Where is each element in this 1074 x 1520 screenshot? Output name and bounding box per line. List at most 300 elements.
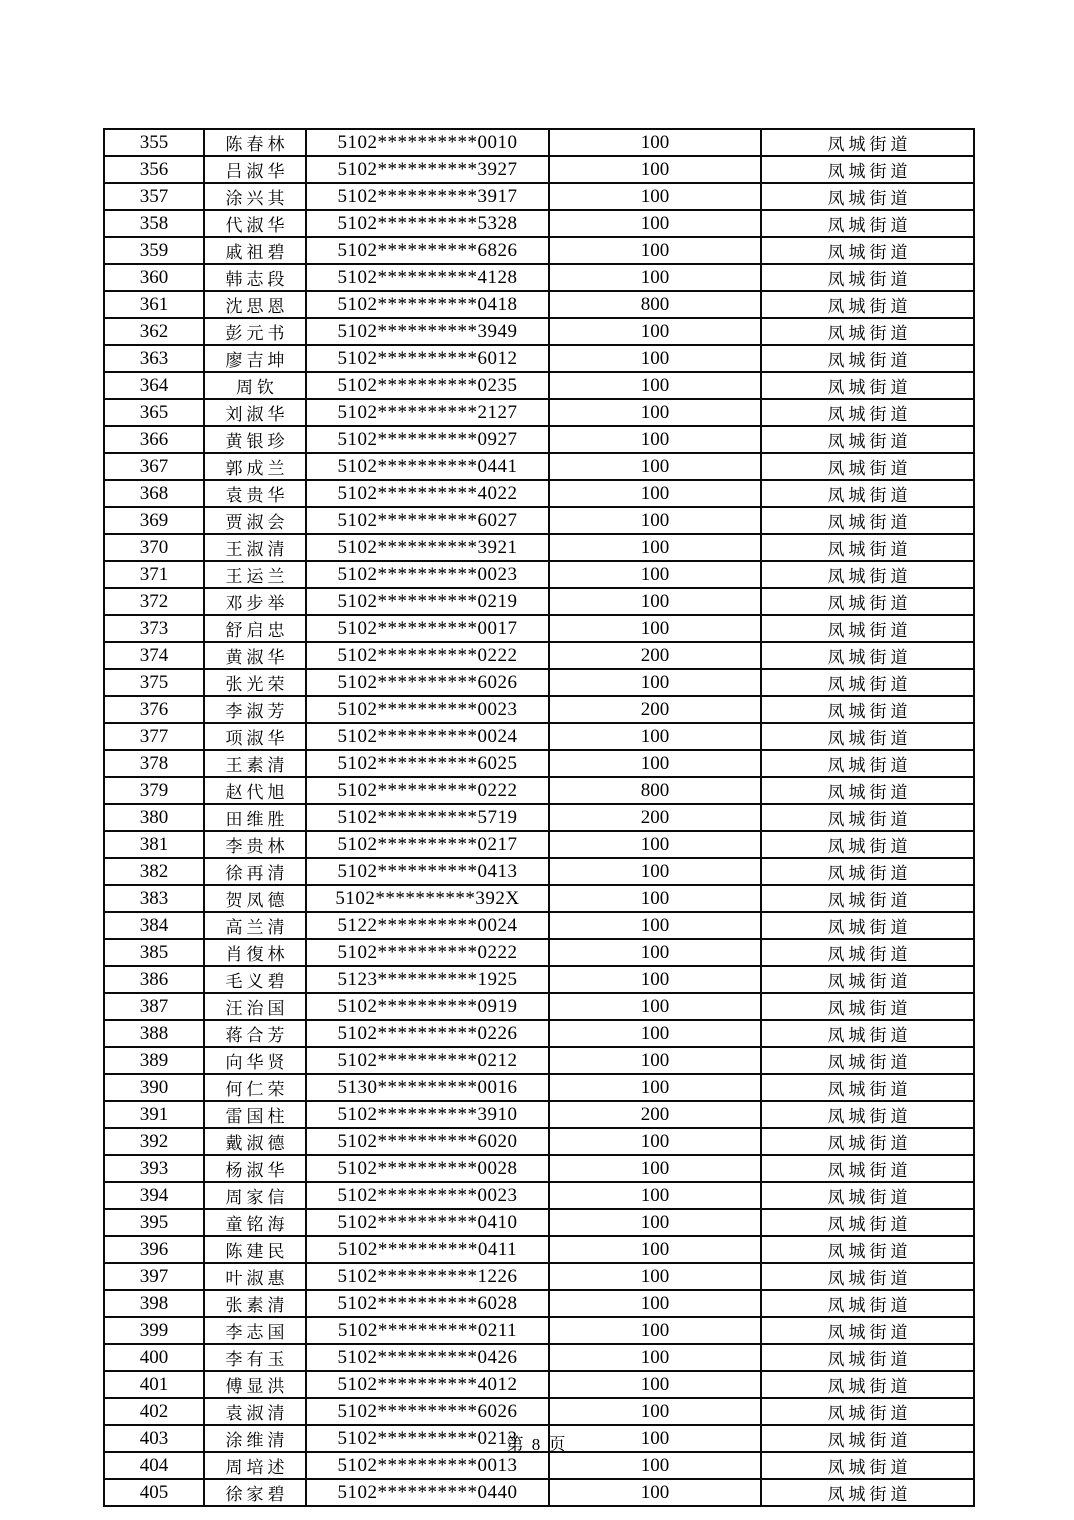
cell-amount: 100: [549, 1209, 761, 1236]
cell-amount: 100: [549, 426, 761, 453]
cell-district: 凤城街道: [761, 1101, 974, 1128]
cell-amount: 800: [549, 291, 761, 318]
cell-district: 凤城街道: [761, 426, 974, 453]
cell-name: 肖復林: [204, 939, 306, 966]
cell-index: 390: [104, 1074, 204, 1101]
cell-id-number: 5102**********6012: [306, 345, 549, 372]
cell-amount: 100: [549, 966, 761, 993]
cell-index: 366: [104, 426, 204, 453]
table-row: [104, 1452, 974, 1479]
cell-index: 399: [104, 1317, 204, 1344]
table-row: [104, 1263, 974, 1290]
cell-district: 凤城街道: [761, 831, 974, 858]
beneficiary-table: [103, 128, 975, 1507]
cell-amount: 200: [549, 1101, 761, 1128]
cell-id-number: 5102**********0226: [306, 1020, 549, 1047]
cell-amount: 100: [549, 1398, 761, 1425]
cell-id-number: 5102**********3927: [306, 156, 549, 183]
cell-id-number: 5102**********1226: [306, 1263, 549, 1290]
cell-index: 394: [104, 1182, 204, 1209]
cell-name: 何仁荣: [204, 1074, 306, 1101]
cell-index: 378: [104, 750, 204, 777]
cell-district: 凤城街道: [761, 291, 974, 318]
table-row: [104, 777, 974, 804]
cell-index: 361: [104, 291, 204, 318]
cell-index: 365: [104, 399, 204, 426]
cell-id-number: 5102**********3910: [306, 1101, 549, 1128]
table-row: [104, 399, 974, 426]
cell-district: 凤城街道: [761, 723, 974, 750]
page-number-footer: 第 8 页: [506, 1435, 568, 1454]
table-row: [104, 1074, 974, 1101]
cell-index: 392: [104, 1128, 204, 1155]
cell-index: 397: [104, 1263, 204, 1290]
cell-amount: 100: [549, 831, 761, 858]
table-row: [104, 885, 974, 912]
cell-district: 凤城街道: [761, 399, 974, 426]
cell-index: 374: [104, 642, 204, 669]
cell-amount: 200: [549, 696, 761, 723]
table-row: [104, 453, 974, 480]
cell-district: 凤城街道: [761, 1182, 974, 1209]
cell-name: 袁淑清: [204, 1398, 306, 1425]
cell-index: 405: [104, 1479, 204, 1506]
cell-name: 王素清: [204, 750, 306, 777]
cell-id-number: 5102**********0222: [306, 642, 549, 669]
cell-district: 凤城街道: [761, 615, 974, 642]
cell-name: 郭成兰: [204, 453, 306, 480]
cell-id-number: 5102**********6027: [306, 507, 549, 534]
cell-index: 402: [104, 1398, 204, 1425]
cell-index: 367: [104, 453, 204, 480]
cell-name: 吕淑华: [204, 156, 306, 183]
cell-id-number: 5102**********6826: [306, 237, 549, 264]
cell-name: 项淑华: [204, 723, 306, 750]
cell-id-number: 5102**********0213: [306, 1425, 549, 1452]
cell-amount: 100: [549, 534, 761, 561]
cell-index: 359: [104, 237, 204, 264]
cell-id-number: 5102**********0440: [306, 1479, 549, 1506]
table-row: [104, 183, 974, 210]
cell-index: 391: [104, 1101, 204, 1128]
cell-name: 戚祖碧: [204, 237, 306, 264]
table-row: [104, 1155, 974, 1182]
cell-district: 凤城街道: [761, 777, 974, 804]
cell-amount: 100: [549, 750, 761, 777]
cell-amount: 100: [549, 480, 761, 507]
table-row: [104, 561, 974, 588]
cell-district: 凤城街道: [761, 966, 974, 993]
table-row: [104, 1182, 974, 1209]
cell-name: 毛义碧: [204, 966, 306, 993]
cell-index: 368: [104, 480, 204, 507]
cell-id-number: 5102**********6026: [306, 669, 549, 696]
cell-index: 396: [104, 1236, 204, 1263]
cell-amount: 100: [549, 1155, 761, 1182]
cell-amount: 100: [549, 183, 761, 210]
cell-index: 383: [104, 885, 204, 912]
cell-index: 387: [104, 993, 204, 1020]
cell-name: 周培述: [204, 1452, 306, 1479]
cell-name: 廖吉坤: [204, 345, 306, 372]
cell-id-number: 5102**********0017: [306, 615, 549, 642]
cell-id-number: 5102**********0919: [306, 993, 549, 1020]
cell-id-number: 5102**********0410: [306, 1209, 549, 1236]
cell-index: 376: [104, 696, 204, 723]
cell-id-number: 5102**********0217: [306, 831, 549, 858]
cell-district: 凤城街道: [761, 156, 974, 183]
cell-district: 凤城街道: [761, 939, 974, 966]
cell-amount: 100: [549, 1236, 761, 1263]
cell-district: 凤城街道: [761, 453, 974, 480]
cell-index: 377: [104, 723, 204, 750]
cell-district: 凤城街道: [761, 1128, 974, 1155]
cell-district: 凤城街道: [761, 858, 974, 885]
cell-amount: 100: [549, 1371, 761, 1398]
table-row: [104, 480, 974, 507]
table-row: [104, 588, 974, 615]
table-row: [104, 1128, 974, 1155]
cell-id-number: 5102**********3917: [306, 183, 549, 210]
cell-name: 傅显洪: [204, 1371, 306, 1398]
cell-index: 382: [104, 858, 204, 885]
cell-amount: 100: [549, 345, 761, 372]
cell-name: 李志国: [204, 1317, 306, 1344]
cell-amount: 100: [549, 561, 761, 588]
cell-amount: 100: [549, 885, 761, 912]
cell-district: 凤城街道: [761, 642, 974, 669]
cell-id-number: 5102**********0418: [306, 291, 549, 318]
cell-index: 403: [104, 1425, 204, 1452]
cell-name: 黄银珍: [204, 426, 306, 453]
cell-district: 凤城街道: [761, 1263, 974, 1290]
cell-amount: 800: [549, 777, 761, 804]
cell-name: 李贵林: [204, 831, 306, 858]
cell-id-number: 5102**********0441: [306, 453, 549, 480]
cell-amount: 100: [549, 129, 761, 156]
table-row: [104, 1236, 974, 1263]
cell-district: 凤城街道: [761, 210, 974, 237]
table-row: [104, 615, 974, 642]
cell-name: 陈春林: [204, 129, 306, 156]
table-row: [104, 426, 974, 453]
table-row: [104, 318, 974, 345]
cell-amount: 100: [549, 264, 761, 291]
cell-index: 398: [104, 1290, 204, 1317]
table-row: [104, 372, 974, 399]
cell-id-number: 5102**********0413: [306, 858, 549, 885]
cell-name: 田维胜: [204, 804, 306, 831]
table-row: [104, 1290, 974, 1317]
table-row: [104, 966, 974, 993]
cell-index: 385: [104, 939, 204, 966]
cell-id-number: 5102**********0235: [306, 372, 549, 399]
cell-name: 戴淑德: [204, 1128, 306, 1155]
cell-district: 凤城街道: [761, 1020, 974, 1047]
table-row: [104, 1047, 974, 1074]
cell-amount: 100: [549, 1425, 761, 1452]
cell-id-number: 5102**********5328: [306, 210, 549, 237]
cell-district: 凤城街道: [761, 1290, 974, 1317]
table-row: [104, 669, 974, 696]
table-row: [104, 1371, 974, 1398]
cell-amount: 100: [549, 588, 761, 615]
cell-index: 357: [104, 183, 204, 210]
cell-index: 355: [104, 129, 204, 156]
cell-index: 404: [104, 1452, 204, 1479]
cell-amount: 100: [549, 1344, 761, 1371]
cell-district: 凤城街道: [761, 345, 974, 372]
cell-amount: 100: [549, 1290, 761, 1317]
cell-name: 彭元书: [204, 318, 306, 345]
cell-name: 向华贤: [204, 1047, 306, 1074]
cell-id-number: 5102**********6028: [306, 1290, 549, 1317]
cell-amount: 100: [549, 858, 761, 885]
cell-index: 400: [104, 1344, 204, 1371]
cell-name: 汪治国: [204, 993, 306, 1020]
cell-name: 李有玉: [204, 1344, 306, 1371]
cell-name: 周家信: [204, 1182, 306, 1209]
cell-amount: 100: [549, 669, 761, 696]
table-row: [104, 750, 974, 777]
table-row: [104, 1317, 974, 1344]
cell-name: 周钦: [204, 372, 306, 399]
table-row: [104, 939, 974, 966]
cell-amount: 100: [549, 1074, 761, 1101]
cell-id-number: 5102**********392X: [306, 885, 549, 912]
cell-name: 贾淑会: [204, 507, 306, 534]
cell-index: 363: [104, 345, 204, 372]
cell-district: 凤城街道: [761, 129, 974, 156]
cell-name: 舒启忠: [204, 615, 306, 642]
table-row: [104, 534, 974, 561]
cell-amount: 100: [549, 912, 761, 939]
cell-name: 徐再清: [204, 858, 306, 885]
cell-name: 袁贵华: [204, 480, 306, 507]
cell-district: 凤城街道: [761, 1074, 974, 1101]
cell-district: 凤城街道: [761, 885, 974, 912]
cell-name: 王运兰: [204, 561, 306, 588]
cell-district: 凤城街道: [761, 1371, 974, 1398]
cell-name: 徐家碧: [204, 1479, 306, 1506]
cell-id-number: 5102**********6020: [306, 1128, 549, 1155]
cell-index: 373: [104, 615, 204, 642]
table-row: [104, 858, 974, 885]
cell-amount: 100: [549, 1128, 761, 1155]
table-row: [104, 345, 974, 372]
table-row: [104, 642, 974, 669]
cell-id-number: 5102**********0411: [306, 1236, 549, 1263]
table-row: [104, 993, 974, 1020]
cell-id-number: 5102**********0013: [306, 1452, 549, 1479]
cell-district: 凤城街道: [761, 561, 974, 588]
cell-name: 童铭海: [204, 1209, 306, 1236]
cell-id-number: 5102**********0212: [306, 1047, 549, 1074]
cell-amount: 100: [549, 372, 761, 399]
cell-district: 凤城街道: [761, 318, 974, 345]
table-row: [104, 696, 974, 723]
table-row: [104, 723, 974, 750]
cell-index: 360: [104, 264, 204, 291]
cell-id-number: 5102**********0222: [306, 939, 549, 966]
cell-name: 韩志段: [204, 264, 306, 291]
table-row: [104, 129, 974, 156]
cell-index: 384: [104, 912, 204, 939]
cell-index: 356: [104, 156, 204, 183]
cell-name: 刘淑华: [204, 399, 306, 426]
cell-name: 涂兴其: [204, 183, 306, 210]
cell-id-number: 5102**********4022: [306, 480, 549, 507]
cell-index: 379: [104, 777, 204, 804]
cell-name: 高兰清: [204, 912, 306, 939]
cell-id-number: 5102**********0211: [306, 1317, 549, 1344]
cell-district: 凤城街道: [761, 1398, 974, 1425]
cell-district: 凤城街道: [761, 696, 974, 723]
cell-district: 凤城街道: [761, 1344, 974, 1371]
table-row: [104, 264, 974, 291]
cell-district: 凤城街道: [761, 264, 974, 291]
cell-name: 张光荣: [204, 669, 306, 696]
cell-district: 凤城街道: [761, 1155, 974, 1182]
cell-district: 凤城街道: [761, 372, 974, 399]
cell-id-number: 5102**********0023: [306, 561, 549, 588]
cell-amount: 100: [549, 1479, 761, 1506]
table-row: [104, 831, 974, 858]
cell-index: 364: [104, 372, 204, 399]
cell-district: 凤城街道: [761, 507, 974, 534]
cell-amount: 100: [549, 507, 761, 534]
cell-id-number: 5102**********0219: [306, 588, 549, 615]
cell-id-number: 5102**********0023: [306, 1182, 549, 1209]
cell-amount: 100: [549, 210, 761, 237]
cell-district: 凤城街道: [761, 1047, 974, 1074]
cell-name: 李淑芳: [204, 696, 306, 723]
cell-district: 凤城街道: [761, 669, 974, 696]
cell-index: 393: [104, 1155, 204, 1182]
cell-id-number: 5102**********0426: [306, 1344, 549, 1371]
cell-district: 凤城街道: [761, 1425, 974, 1452]
cell-district: 凤城街道: [761, 1479, 974, 1506]
cell-district: 凤城街道: [761, 1452, 974, 1479]
cell-id-number: 5102**********0024: [306, 723, 549, 750]
table-row: [104, 156, 974, 183]
cell-id-number: 5102**********2127: [306, 399, 549, 426]
cell-id-number: 5102**********0927: [306, 426, 549, 453]
cell-id-number: 5130**********0016: [306, 1074, 549, 1101]
cell-id-number: 5122**********0024: [306, 912, 549, 939]
cell-id-number: 5123**********1925: [306, 966, 549, 993]
cell-amount: 100: [549, 1182, 761, 1209]
table-row: [104, 507, 974, 534]
cell-amount: 100: [549, 453, 761, 480]
cell-name: 黄淑华: [204, 642, 306, 669]
cell-district: 凤城街道: [761, 237, 974, 264]
cell-id-number: 5102**********4128: [306, 264, 549, 291]
table-row: [104, 237, 974, 264]
cell-index: 370: [104, 534, 204, 561]
cell-id-number: 5102**********5719: [306, 804, 549, 831]
cell-name: 王淑清: [204, 534, 306, 561]
cell-name: 雷国柱: [204, 1101, 306, 1128]
cell-amount: 100: [549, 1047, 761, 1074]
cell-district: 凤城街道: [761, 534, 974, 561]
cell-id-number: 5102**********0222: [306, 777, 549, 804]
cell-district: 凤城街道: [761, 1317, 974, 1344]
table-row: [104, 1020, 974, 1047]
cell-amount: 100: [549, 993, 761, 1020]
cell-index: 375: [104, 669, 204, 696]
cell-name: 蒋合芳: [204, 1020, 306, 1047]
table-row: [104, 1209, 974, 1236]
cell-name: 叶淑惠: [204, 1263, 306, 1290]
cell-index: 380: [104, 804, 204, 831]
cell-district: 凤城街道: [761, 183, 974, 210]
cell-id-number: 5102**********0010: [306, 129, 549, 156]
cell-index: 362: [104, 318, 204, 345]
cell-district: 凤城街道: [761, 480, 974, 507]
table-row: [104, 210, 974, 237]
cell-name: 代淑华: [204, 210, 306, 237]
cell-index: 386: [104, 966, 204, 993]
cell-amount: 200: [549, 804, 761, 831]
cell-amount: 200: [549, 642, 761, 669]
cell-index: 358: [104, 210, 204, 237]
cell-name: 涂维清: [204, 1425, 306, 1452]
cell-district: 凤城街道: [761, 588, 974, 615]
cell-id-number: 5102**********0023: [306, 696, 549, 723]
table-row: [104, 1398, 974, 1425]
cell-index: 372: [104, 588, 204, 615]
cell-index: 388: [104, 1020, 204, 1047]
table-row: [104, 1479, 974, 1506]
table-row: [104, 291, 974, 318]
cell-id-number: 5102**********6026: [306, 1398, 549, 1425]
cell-district: 凤城街道: [761, 750, 974, 777]
cell-amount: 100: [549, 318, 761, 345]
cell-amount: 100: [549, 939, 761, 966]
cell-amount: 100: [549, 1020, 761, 1047]
cell-name: 赵代旭: [204, 777, 306, 804]
cell-index: 401: [104, 1371, 204, 1398]
cell-amount: 100: [549, 1452, 761, 1479]
cell-district: 凤城街道: [761, 912, 974, 939]
cell-district: 凤城街道: [761, 1209, 974, 1236]
cell-id-number: 5102**********4012: [306, 1371, 549, 1398]
cell-amount: 100: [549, 615, 761, 642]
cell-name: 邓步举: [204, 588, 306, 615]
table-row: [104, 804, 974, 831]
cell-name: 杨淑华: [204, 1155, 306, 1182]
cell-amount: 100: [549, 723, 761, 750]
cell-name: 沈思恩: [204, 291, 306, 318]
table-body: [104, 129, 974, 1506]
cell-district: 凤城街道: [761, 1236, 974, 1263]
cell-name: 贺凤德: [204, 885, 306, 912]
cell-id-number: 5102**********3949: [306, 318, 549, 345]
cell-district: 凤城街道: [761, 993, 974, 1020]
cell-amount: 100: [549, 237, 761, 264]
cell-amount: 100: [549, 399, 761, 426]
cell-id-number: 5102**********6025: [306, 750, 549, 777]
table-row: [104, 1344, 974, 1371]
cell-index: 381: [104, 831, 204, 858]
cell-amount: 100: [549, 1263, 761, 1290]
cell-index: 371: [104, 561, 204, 588]
cell-name: 张素清: [204, 1290, 306, 1317]
cell-id-number: 5102**********3921: [306, 534, 549, 561]
table-row: [104, 912, 974, 939]
cell-index: 389: [104, 1047, 204, 1074]
